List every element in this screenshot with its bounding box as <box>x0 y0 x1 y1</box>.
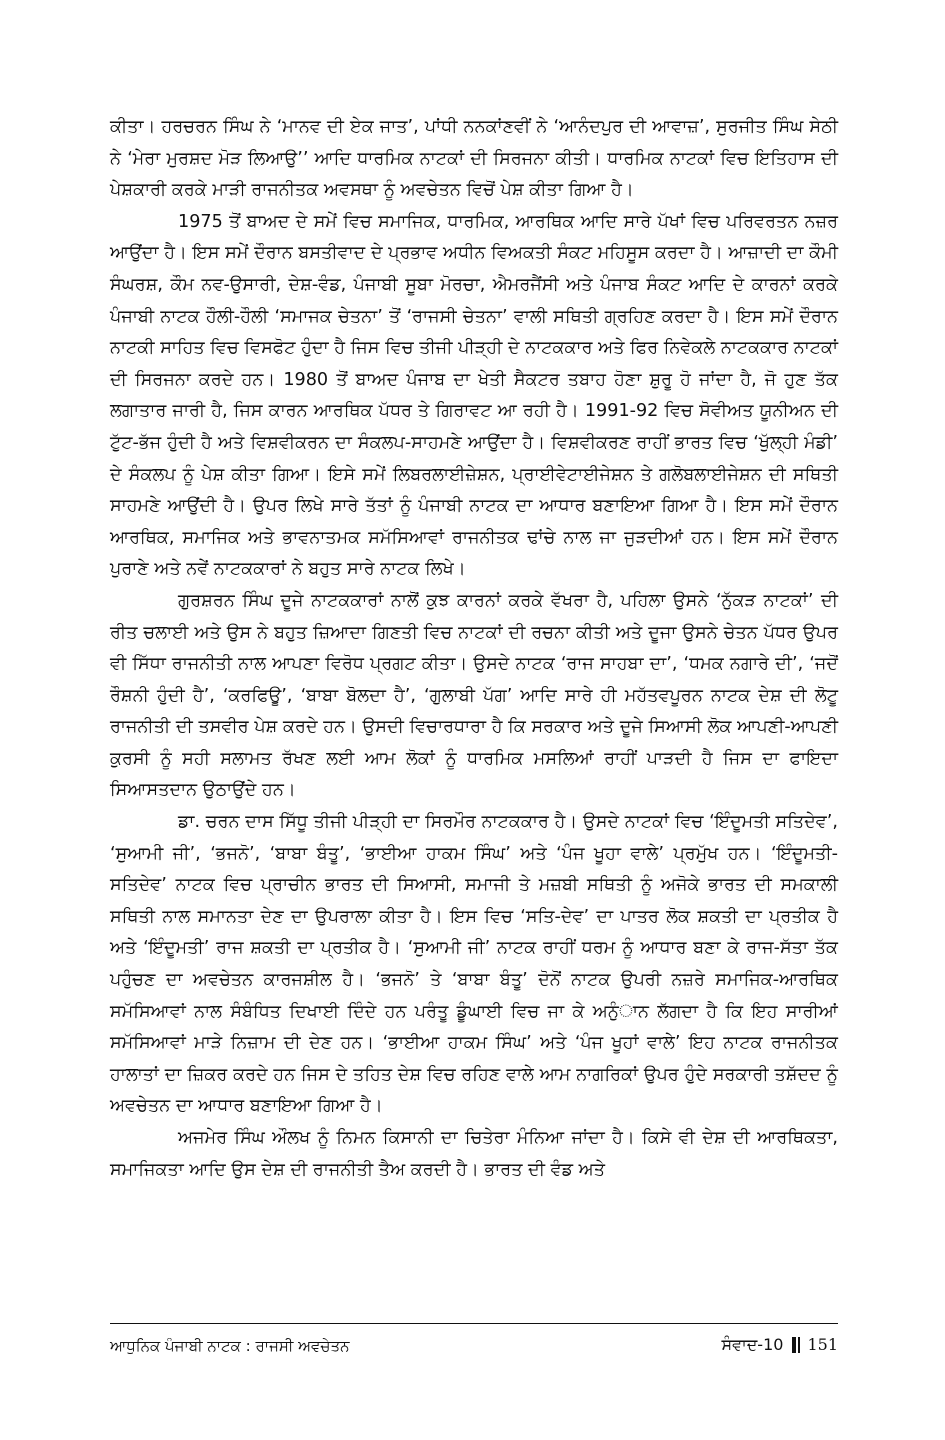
paragraph-charan-das-sidhu: ਡਾ. ਚਰਨ ਦਾਸ ਸਿੱਧੂ ਤੀਜੀ ਪੀੜ੍ਹੀ ਦਾ ਸਿਰਮੌਰ ਨਾਟਕਕਾਰ ਹੈ। ਉਸਦੇ ਨਾਟਕਾਂ ਵਿਚ ‘ਇੰਦੂਮਤੀ ਸਤਿਦੇਵ’, ‘ਸੁਆਮੀ ਜੀ’, ‘ਭਜਨੋ’, ‘ਬਾਬਾ ਬੰਤੂ’, ‘ਭਾਈਆ ਹਾਕਮ ਸਿੰਘ’ ਅਤੇ ‘ਪੰਜ ਖੂਹਾ ਵਾਲੇ’ ਪ੍ਰਮੁੱਖ ਹਨ। ‘ਇੰਦੂਮਤੀ-ਸਤਿਦੇਵ’ ਨਾਟਕ ਵਿਚ ਪ੍ਰਾਚੀਨ ਭਾਰਤ ਦੀ ਸਿਆਸੀ, ਸਮਾਜੀ ਤੇ ਮਜ਼ਬੀ ਸਥਿਤੀ ਨੂੰ ਅਜੋਕੇ ਭਾਰਤ ਦੀ ਸਮਕਾਲੀ ਸਥਿਤੀ ਨਾਲ ਸਮਾਨਤਾ ਦੇਣ ਦਾ ਉਪਰਾਲਾ ਕੀਤਾ ਹੈ। ਇਸ ਵਿਚ ‘ਸਤਿ-ਦੇਵ’ ਦਾ ਪਾਤਰ ਲੋਕ ਸ਼ਕਤੀ ਦਾ ਪ੍ਰਤੀਕ ਹੈ ਅਤੇ ‘ਇੰਦੂਮਤੀ’ ਰਾਜ ਸ਼ਕਤੀ ਦਾ ਪ੍ਰਤੀਕ ਹੈ। ‘ਸੁਆਮੀ ਜੀ’ ਨਾਟਕ ਰਾਹੀਂ ਧਰਮ ਨੂੰ ਆਧਾਰ ਬਣਾ ਕੇ ਰਾਜ-ਸੱਤਾ ਤੱਕ ਪਹੁੰਚਣ ਦਾ ਅਵਚੇਤਨ ਕਾਰਜਸ਼ੀਲ ਹੈ। ‘ਭਜਨੋ’ ਤੇ ‘ਬਾਬਾ ਬੰਤੂ’ ਦੋਨੋਂ ਨਾਟਕ ਉਪਰੀ ਨਜ਼ਰੇ ਸਮਾਜਿਕ-ਆਰਥਿਕ ਸਮੱਸਿਆਵਾਂ ਨਾਲ ਸੰਬੰਧਿਤ ਦਿਖਾਈ ਦਿੰਦੇ ਹਨ ਪਰੰਤੂ ਡੂੰਘਾਈ ਵਿਚ ਜਾ ਕੇ ਅਨੁੰਾਨ ਲੱਗਦਾ ਹੈ ਕਿ ਇਹ ਸਾਰੀਆਂ ਸਮੱਸਿਆਵਾਂ ਮਾੜੇ ਨਿਜ਼ਾਮ ਦੀ ਦੇਣ ਹਨ। ‘ਭਾਈਆ ਹਾਕਮ ਸਿੰਘ’ ਅਤੇ ‘ਪੰਜ ਖੂਹਾਂ ਵਾਲੇ’ ਇਹ ਨਾਟਕ ਰਾਜਨੀਤਕ ਹਾਲਾਤਾਂ ਦਾ ਜ਼ਿਕਰ ਕਰਦੇ ਹਨ ਜਿਸ ਦੇ ਤਹਿਤ ਦੇਸ਼ ਵਿਚ ਰਹਿਣ ਵਾਲੇ ਆਮ ਨਾਗਰਿਕਾਂ ਉਪਰ ਹੁੰਦੇ ਸਰਕਾਰੀ ਤਸ਼ੱਦਦ ਨੂੰ ਅਵਚੇਤਨ ਦਾ ਆਧਾਰ ਬਣਾਇਆ ਗਿਆ ਹੈ। <box>110 812 838 1117</box>
page-body <box>110 112 838 1186</box>
footer-book-title: ਆਧੁਨਿਕ ਪੰਜਾਬੀ ਨਾਟਕ : ਰਾਜਸੀ ਅਵਚੇਤਨ <box>110 1337 350 1355</box>
page-number: 151 <box>807 1335 838 1354</box>
footer-page-info <box>721 1334 838 1356</box>
footer-journal: ਸੰਵਾਦ-10 <box>721 1335 784 1354</box>
separator-bars-icon <box>791 1337 801 1353</box>
paragraph-ajmer-singh-aulakh: ਅਜਮੇਰ ਸਿੰਘ ਔਲਖ ਨੂੰ ਨਿਮਨ ਕਿਸਾਨੀ ਦਾ ਚਿਤੇਰਾ ਮੰਨਿਆ ਜਾਂਦਾ ਹੈ। ਕਿਸੇ ਵੀ ਦੇਸ਼ ਦੀ ਆਰਥਿਕਤਾ, ਸਮਾਜਿਕਤਾ ਆਦਿ ਉਸ ਦੇਸ਼ ਦੀ ਰਾਜਨੀਤੀ ਤੈਅ ਕਰਦੀ ਹੈ। ਭਾਰਤ ਦੀ ਵੰਡ ਅਤੇ <box>110 1128 838 1180</box>
paragraph-gursharan-singh: ਗੁਰਸ਼ਰਨ ਸਿੰਘ ਦੂਜੇ ਨਾਟਕਕਾਰਾਂ ਨਾਲੋਂ ਕੁਝ ਕਾਰਨਾਂ ਕਰਕੇ ਵੱਖਰਾ ਹੈ, ਪਹਿਲਾ ਉਸਨੇ ‘ਨੁੱਕੜ ਨਾਟਕਾਂ’ ਦੀ ਰੀਤ ਚਲਾਈ ਅਤੇ ਉਸ ਨੇ ਬਹੁਤ ਜ਼ਿਆਦਾ ਗਿਣਤੀ ਵਿਚ ਨਾਟਕਾਂ ਦੀ ਰਚਨਾ ਕੀਤੀ ਅਤੇ ਦੂਜਾ ਉਸਨੇ ਚੇਤਨ ਪੱਧਰ ਉਪਰ ਵੀ ਸਿੱਧਾ ਰਾਜਨੀਤੀ ਨਾਲ ਆਪਣਾ ਵਿਰੋਧ ਪ੍ਰਗਟ ਕੀਤਾ। ਉਸਦੇ ਨਾਟਕ ‘ਰਾਜ ਸਾਹਬਾ ਦਾ’, ‘ਧਮਕ ਨਗਾਰੇ ਦੀ’, ‘ਜਦੋਂ ਰੌਸ਼ਨੀ ਹੁੰਦੀ ਹੈ’, ‘ਕਰਫਿਊ’, ‘ਬਾਬਾ ਬੋਲਦਾ ਹੈ’, ‘ਗੁਲਾਬੀ ਪੱਗ’ ਆਦਿ ਸਾਰੇ ਹੀ ਮਹੱਤਵਪੂਰਨ ਨਾਟਕ ਦੇਸ਼ ਦੀ ਲੋਟੂ ਰਾਜਨੀਤੀ ਦੀ ਤਸਵੀਰ ਪੇਸ਼ ਕਰਦੇ ਹਨ। ਉਸਦੀ ਵਿਚਾਰਧਾਰਾ ਹੈ ਕਿ ਸਰਕਾਰ ਅਤੇ ਦੂਜੇ ਸਿਆਸੀ ਲੋਕ ਆਪਣੀ-ਆਪਣੀ ਕੁਰਸੀ ਨੂੰ ਸਹੀ ਸਲਾਮਤ ਰੱਖਣ ਲਈ ਆਮ ਲੋਕਾਂ ਨੂੰ ਧਾਰਮਿਕ ਮਸਲਿਆਂ ਰਾਹੀਂ ਪਾੜਦੀ ਹੈ ਜਿਸ ਦਾ ਫਾਇਦਾ ਸਿਆਸਤਦਾਨ ਉਠਾਉਂਦੇ ਹਨ। <box>110 590 838 801</box>
page-footer <box>110 1323 838 1355</box>
paragraph-continuation: ਕੀਤਾ। ਹਰਚਰਨ ਸਿੰਘ ਨੇ ‘ਮਾਨਵ ਦੀ ਏਕ ਜਾਤ’, ਪਾਂਧੀ ਨਨਕਾਂਣਵੀਂ ਨੇ ‘ਆਨੰਦਪੁਰ ਦੀ ਆਵਾਜ਼’, ਸੁਰਜੀਤ ਸਿੰਘ ਸੇਠੀ ਨੇ ‘ਮੇਰਾ ਮੁਰਸ਼ਦ ਮੋੜ ਲਿਆਉ’’ ਆਦਿ ਧਾਰਮਿਕ ਨਾਟਕਾਂ ਦੀ ਸਿਰਜਨਾ ਕੀਤੀ। ਧਾਰਮਿਕ ਨਾਟਕਾਂ ਵਿਚ ਇਤਿਹਾਸ ਦੀ ਪੇਸ਼ਕਾਰੀ ਕਰਕੇ ਮਾੜੀ ਰਾਜਨੀਤਕ ਅਵਸਥਾ ਨੂੰ ਅਵਚੇਤਨ ਵਿਚੋਂ ਪੇਸ਼ ਕੀਤਾ ਗਿਆ ਹੈ। <box>110 117 838 201</box>
paragraph-1975-context: 1975 ਤੋਂ ਬਾਅਦ ਦੇ ਸਮੇਂ ਵਿਚ ਸਮਾਜਿਕ, ਧਾਰਮਿਕ, ਆਰਥਿਕ ਆਦਿ ਸਾਰੇ ਪੱਖਾਂ ਵਿਚ ਪਰਿਵਰਤਨ ਨਜ਼ਰ ਆਉਂਦਾ ਹੈ। ਇਸ ਸਮੇਂ ਦੌਰਾਨ ਬਸਤੀਵਾਦ ਦੇ ਪ੍ਰਭਾਵ ਅਧੀਨ ਵਿਅਕਤੀ ਸੰਕਟ ਮਹਿਸੂਸ ਕਰਦਾ ਹੈ। ਆਜ਼ਾਦੀ ਦਾ ਕੌਮੀ ਸੰਘਰਸ਼, ਕੌਮ ਨਵ-ਉਸਾਰੀ, ਦੇਸ਼-ਵੰਡ, ਪੰਜਾਬੀ ਸੂਬਾ ਮੋਰਚਾ, ਐਮਰਜੈਂਸੀ ਅਤੇ ਪੰਜਾਬ ਸੰਕਟ ਆਦਿ ਦੇ ਕਾਰਨਾਂ ਕਰਕੇ ਪੰਜਾਬੀ ਨਾਟਕ ਹੌਲੀ-ਹੌਲੀ ‘ਸਮਾਜਕ ਚੇਤਨਾ’ ਤੋਂ ‘ਰਾਜਸੀ ਚੇਤਨਾ’ ਵਾਲੀ ਸਥਿਤੀ ਗ੍ਰਹਿਣ ਕਰਦਾ ਹੈ। ਇਸ ਸਮੇਂ ਦੌਰਾਨ ਨਾਟਕੀ ਸਾਹਿਤ ਵਿਚ ਵਿਸਫੋਟ ਹੁੰਦਾ ਹੈ ਜਿਸ ਵਿਚ ਤੀਜੀ ਪੀੜ੍ਹੀ ਦੇ ਨਾਟਕਕਾਰ ਅਤੇ ਫਿਰ ਨਿਵੇਕਲੇ ਨਾਟਕਕਾਰ ਨਾਟਕਾਂ ਦੀ ਸਿਰਜਨਾ ਕਰਦੇ ਹਨ। 1980 ਤੋਂ ਬਾਅਦ ਪੰਜਾਬ ਦਾ ਖੇਤੀ ਸੈਕਟਰ ਤਬਾਹ ਹੋਣਾ ਸ਼ੁਰੂ ਹੋ ਜਾਂਦਾ ਹੈ, ਜੋ ਹੁਣ ਤੱਕ ਲਗਾਤਾਰ ਜਾਰੀ ਹੈ, ਜਿਸ ਕਾਰਨ ਆਰਥਿਕ ਪੱਧਰ ਤੇ ਗਿਰਾਵਟ ਆ ਰਹੀ ਹੈ। 1991-92 ਵਿਚ ਸੋਵੀਅਤ ਯੂਨੀਅਨ ਦੀ ਟੁੱਟ-ਭੱਜ ਹੁੰਦੀ ਹੈ ਅਤੇ ਵਿਸ਼ਵੀਕਰਨ ਦਾ ਸੰਕਲਪ-ਸਾਹਮਣੇ ਆਉਂਦਾ ਹੈ। ਵਿਸ਼ਵੀਕਰਣ ਰਾਹੀਂ ਭਾਰਤ ਵਿਚ ‘ਖੁੱਲ੍ਹੀ ਮੰਡੀ’ ਦੇ ਸੰਕਲਪ ਨੂੰ ਪੇਸ਼ ਕੀਤਾ ਗਿਆ। ਇਸੇ ਸਮੇਂ ਲਿਬਰਲਾਈਜ਼ੇਸ਼ਨ, ਪ੍ਰਾਈਵੇਟਾਈਜੇਸ਼ਨ ਤੇ ਗਲੋਬਲਾਈਜੇਸ਼ਨ ਦੀ ਸਥਿਤੀ ਸਾਹਮਣੇ ਆਉਂਦੀ ਹੈ। ਉਪਰ ਲਿਖੇ ਸਾਰੇ ਤੱਤਾਂ ਨੂੰ ਪੰਜਾਬੀ ਨਾਟਕ ਦਾ ਆਧਾਰ ਬਣਾਇਆ ਗਿਆ ਹੈ। ਇਸ ਸਮੇਂ ਦੌਰਾਨ ਆਰਥਿਕ, ਸਮਾਜਿਕ ਅਤੇ ਭਾਵਨਾਤਮਕ ਸਮੱਸਿਆਵਾਂ ਰਾਜਨੀਤਕ ਢਾਂਚੇ ਨਾਲ ਜਾ ਜੁੜਦੀਆਂ ਹਨ। ਇਸ ਸਮੇਂ ਦੌਰਾਨ ਪੁਰਾਣੇ ਅਤੇ ਨਵੇਂ ਨਾਟਕਕਾਰਾਂ ਨੇ ਬਹੁਤ ਸਾਰੇ ਨਾਟਕ ਲਿਖੇ। <box>110 211 838 580</box>
